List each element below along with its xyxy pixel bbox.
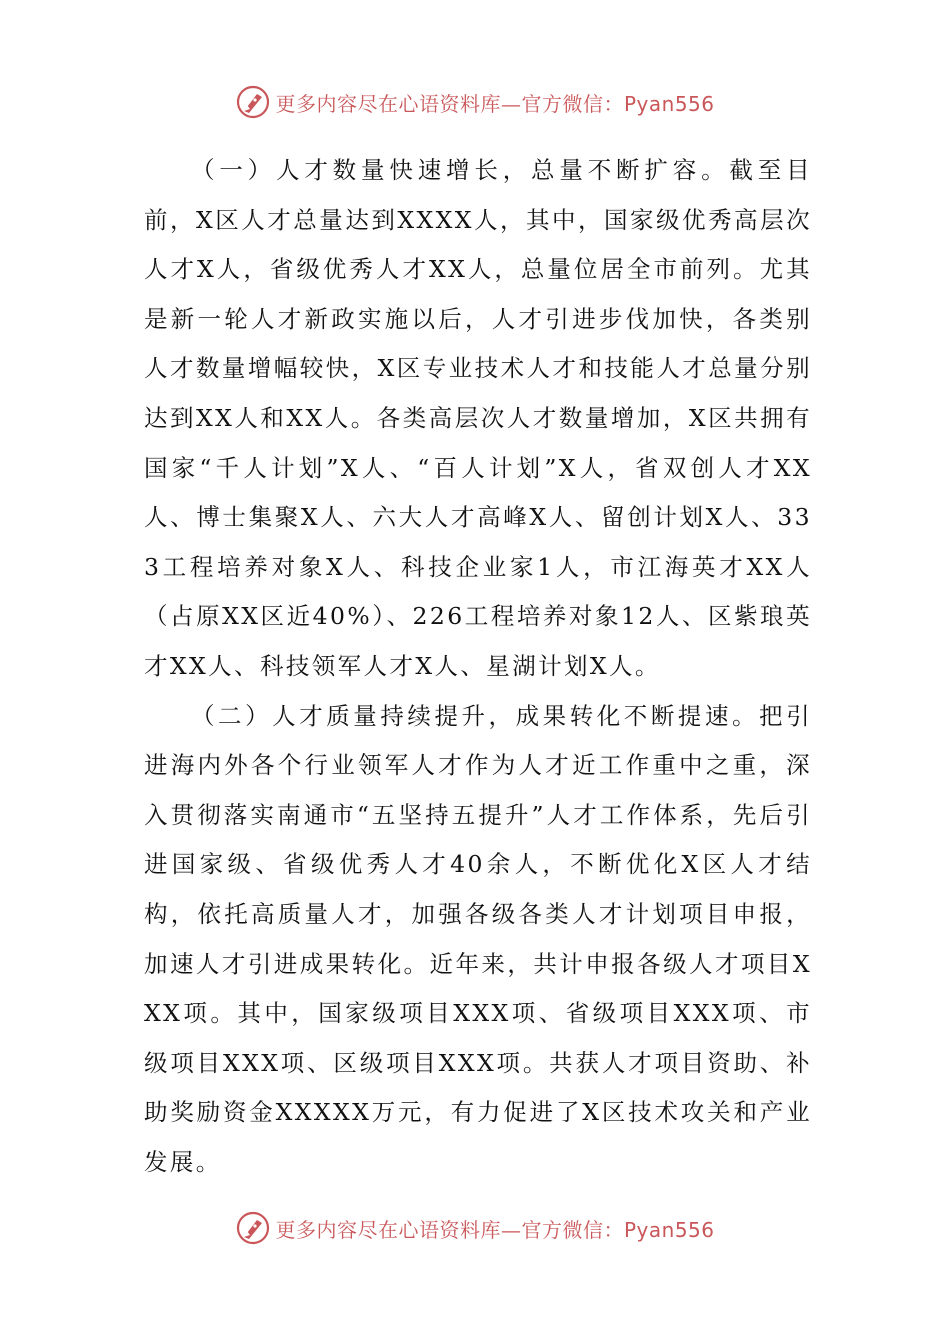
document-body [144,146,812,1187]
paragraph: （二）人才质量持续提升，成果转化不断提速。把引进海内外各个行业领军人才作为人才近工作重中之重，深入贯彻落实南通市“五坚持五提升”人才工作体系，先后引进国家级、省级优秀人才40余人，不断优化X区人才结构，依托高质量人才，加强各级各类人才计划项目申报，加速人才引进成果转化。近年来，共计申报各级人才项目XXX项。其中，国家级项目XXX项、省级项目XXX项、市级项目XXX项、区级项目XXX项。共获人才项目资助、补助奖励资金XXXXX万元，有力促进了X区技术攻关和产业发展。 [144,701,812,1176]
watermark-text: 更多内容尽在心语资料库—官方微信：Pyan556 [275,1217,715,1242]
pen-nib-circle-icon [235,84,271,120]
paragraph: （一）人才数量快速增长，总量不断扩容。截至目前，X区人才总量达到XXXX人，其中，国家级优秀高层次人才X人，省级优秀人才XX人，总量位居全市前列。尤其是新一轮人才新政实施以后，人才引进步伐加快，各类别人才数量增幅较快，X区专业技术人才和技能人才总量分别达到XX人和XX人。各类高层次人才数量增加，X区共拥有国家“千人计划”X人、“百人计划”X人，省双创人才XX人、博士集聚X人、六大人才高峰X人、留创计划X人、333工程培养对象X人、科技企业家1人，市江海英才XX人（占原XX区近40%）、226工程培养对象12人、区紫琅英才XX人、科技领军人才X人、星湖计划X人。 [144,156,812,680]
footer-watermark [0,1206,950,1250]
header-watermark [0,80,950,124]
watermark-text: 更多内容尽在心语资料库—官方微信：Pyan556 [275,91,715,116]
pen-nib-circle-icon [235,1210,271,1246]
